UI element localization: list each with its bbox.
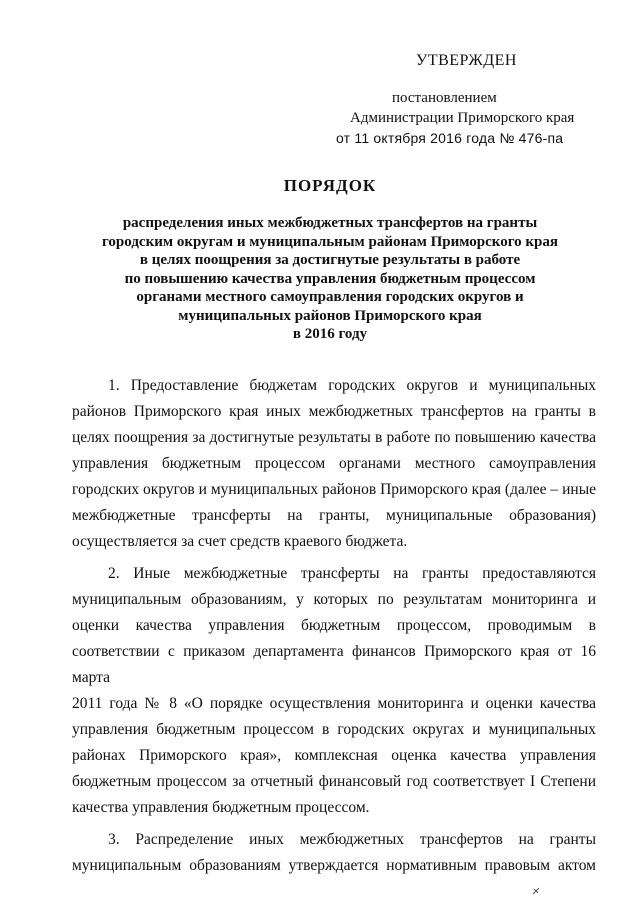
subtitle-line: в 2016 году <box>292 326 368 342</box>
scan-speck-mark <box>531 886 541 896</box>
administration-label: Администрации Приморского края <box>350 110 575 126</box>
subtitle-line: органами местного самоуправления городских округов и <box>136 289 524 305</box>
paragraph-line: качества управления бюджетным процессом. <box>72 799 370 816</box>
subtitle-line: городским округам и муниципальным районам Приморского края <box>101 233 559 250</box>
subtitle-line: муниципальных районов Приморского края <box>178 307 482 324</box>
paragraph-line: оценки качества управления бюджетным процессом, проводимым в <box>72 617 596 634</box>
decree-date-number: от 11 октября 2016 года № 476-па <box>336 130 564 146</box>
paragraph-line: управления бюджетным процессом органами местного самоуправления <box>72 455 596 472</box>
document-subtitle <box>60 214 600 344</box>
paragraph-line: соответствии с приказом департамента финансов Приморского края от 16 марта <box>72 643 596 686</box>
paragraph-2 <box>72 561 596 821</box>
paragraph-line: муниципальным образованиям утверждается нормативным правовым актом <box>72 857 596 874</box>
paragraph-line: бюджетным процессом за отчетный финансовый год соответствует I Степени <box>72 773 596 790</box>
paragraph-line: районах Приморского края», комплексная оценка качества управления <box>72 747 596 764</box>
paragraph-line: межбюджетные трансферты на гранты, муниципальные образования) <box>72 507 596 524</box>
decree-label: постановлением <box>392 90 497 106</box>
paragraph-line: 1. Предоставление бюджетам городских округов и муниципальных <box>108 377 596 394</box>
paragraph-line: осуществляется за счет средств краевого бюджета. <box>72 533 408 550</box>
paragraph-3 <box>72 827 596 879</box>
paragraph-line: 2011 года № 8 «О порядке осуществления мониторинга и оценки качества <box>72 695 596 712</box>
paragraph-line: управления бюджетным процессом в городских округах и муниципальных <box>72 721 596 738</box>
subtitle-line: распределения иных межбюджетных трансфертов на гранты <box>122 215 538 231</box>
document-title: ПОРЯДОК <box>283 176 377 195</box>
paragraph-line: 3. Распределение иных межбюджетных трансфертов на гранты <box>108 831 596 848</box>
approved-label: УТВЕРЖДЕН <box>416 52 517 69</box>
paragraph-1 <box>72 373 596 555</box>
document-body <box>72 373 596 885</box>
subtitle-line: в целях поощрения за достигнутые результаты в работе <box>139 252 521 268</box>
paragraph-line: целях поощрения за достигнутые результаты в работе по повышению качества <box>72 429 596 446</box>
paragraph-line: муниципальным образованиям, у которых по результатам мониторинга и <box>72 591 596 608</box>
subtitle-line: по повышению качества управления бюджетным процессом <box>124 270 536 287</box>
paragraph-line: городских округов и муниципальных районов Приморского края (далее – иные <box>72 481 596 498</box>
paragraph-line: 2. Иные межбюджетные трансферты на гранты предоставляются <box>108 565 596 582</box>
document-heading <box>60 176 600 344</box>
paragraph-line: районов Приморского края иных межбюджетных трансфертов на гранты в <box>72 403 596 420</box>
